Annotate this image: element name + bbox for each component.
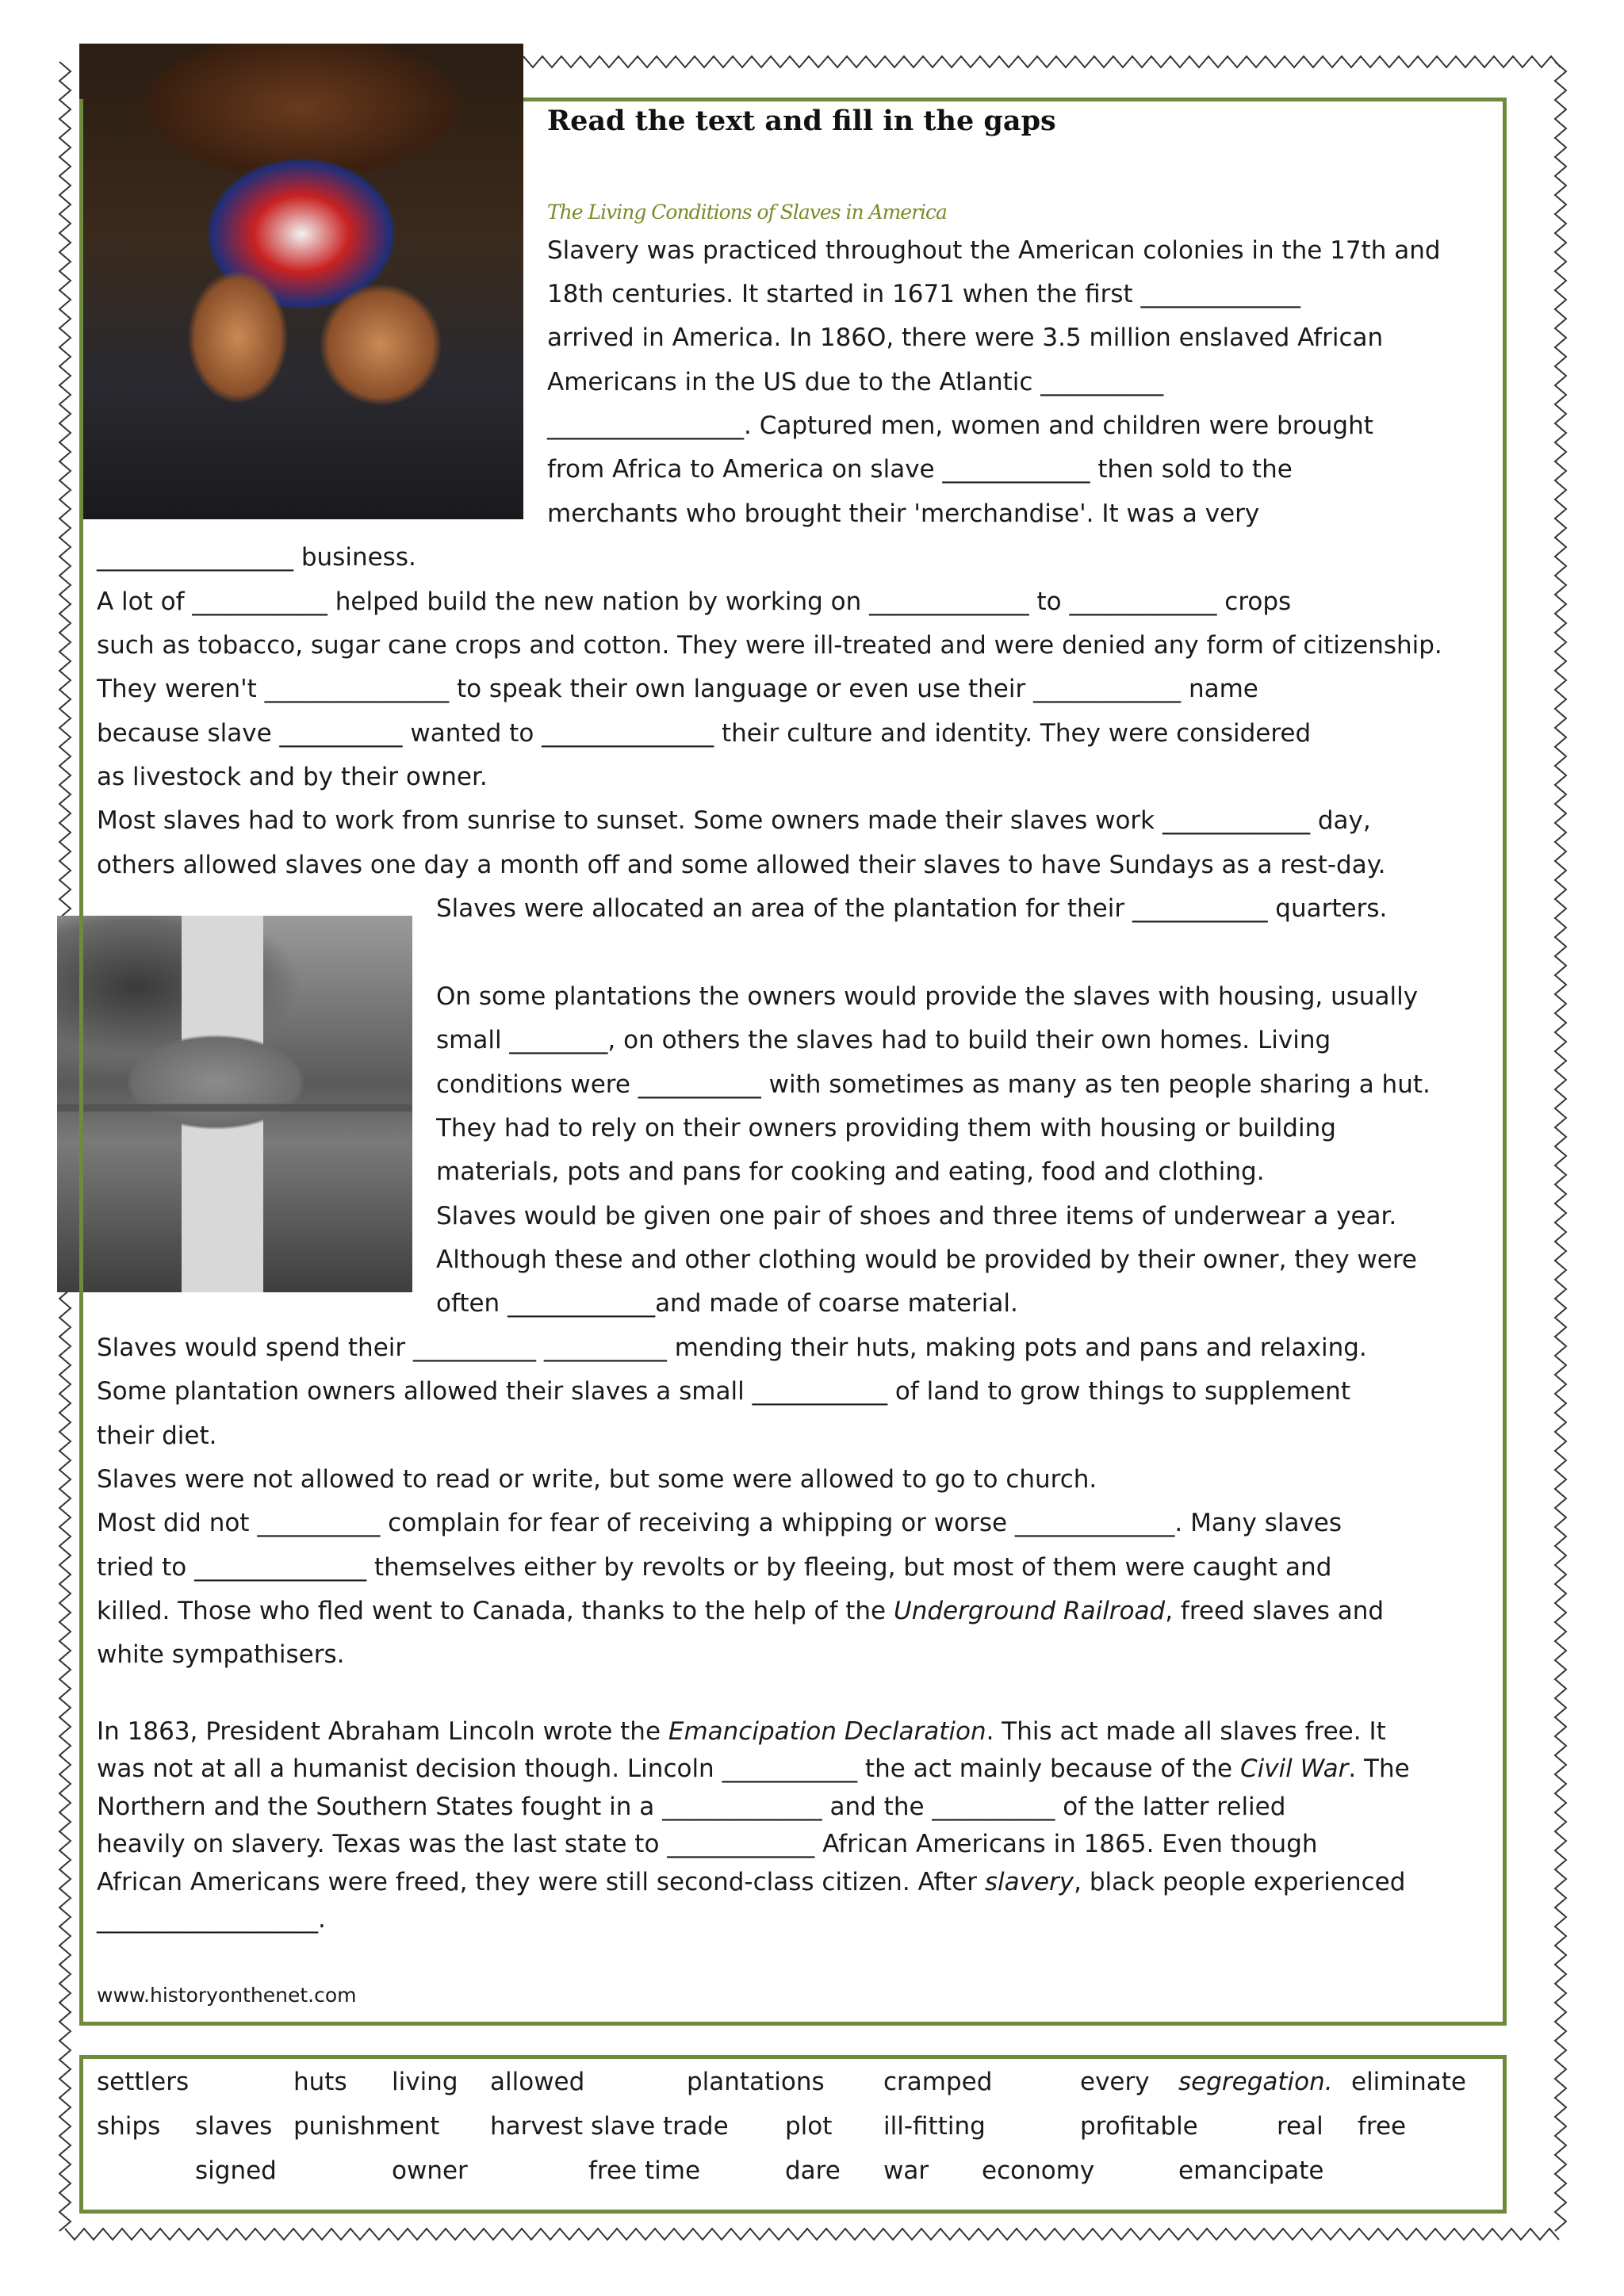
word-bank-item: signed [195, 2156, 277, 2185]
text-line: Northern and the Southern States fought in a _____________ and the __________ of the latter relied [97, 1793, 1286, 1821]
text-line: African Americans were freed, they were still second-class citizen. After slavery, black people experienced [97, 1868, 1406, 1896]
word-bank-item: eliminate [1351, 2068, 1466, 2096]
text-line: their diet. [97, 1422, 217, 1450]
word-bank-item: ships [97, 2112, 161, 2141]
word-bank-item: harvest slave trade [490, 2112, 729, 2141]
word-bank-item: economy [982, 2156, 1095, 2185]
word-bank-item: profitable [1080, 2112, 1198, 2141]
text-line: A lot of ___________ helped build the new nation by working on _____________ to ____________ crops [97, 587, 1292, 616]
word-bank-item: owner [392, 2156, 468, 2185]
text-line: Although these and other clothing would be provided by their owner, they were [436, 1246, 1417, 1274]
word-bank-item: living [392, 2068, 458, 2096]
source-url: www.historyonthenet.com [97, 1984, 357, 2007]
text-line: often ____________and made of coarse material. [436, 1289, 1018, 1318]
word-bank-item: dare [785, 2156, 841, 2185]
text-line: Most did not __________ complain for fear of receiving a whipping or worse _____________. Many slaves [97, 1509, 1342, 1537]
text-line: was not at all a humanist decision though. Lincoln ___________ the act mainly because of the Civil War. The [97, 1755, 1410, 1783]
word-bank-item: cramped [883, 2068, 993, 2096]
text-line: arrived in America. In 186O, there were 3.5 million enslaved African [547, 323, 1384, 352]
text-line: materials, pots and pans for cooking and eating, food and clothing. [436, 1158, 1265, 1186]
word-bank-item: war [883, 2156, 929, 2185]
text-line: On some plantations the owners would provide the slaves with housing, usually [436, 982, 1419, 1011]
word-bank-item: every [1080, 2068, 1150, 2096]
text-line: They weren't _______________ to speak their own language or even use their ____________ name [97, 675, 1258, 703]
word-bank-item: plot [785, 2112, 833, 2141]
text-line: from Africa to America on slave ____________ then sold to the [547, 455, 1293, 484]
text-line: In 1863, President Abraham Lincoln wrote the Emancipation Declaration. This act made all slaves free. It [97, 1717, 1386, 1746]
word-bank-item: segregation. [1178, 2068, 1333, 2096]
word-bank-item: punishment [293, 2112, 440, 2141]
word-bank-item: slaves [195, 2112, 273, 2141]
text-line: such as tobacco, sugar cane crops and cotton. They were ill-treated and were denied any form of citizenship. [97, 631, 1442, 660]
word-bank-item: allowed [490, 2068, 585, 2096]
text-line: Slaves were not allowed to read or write, but some were allowed to go to church. [97, 1465, 1097, 1494]
text-line: Slavery was practiced throughout the American colonies in the 17th and [547, 236, 1441, 265]
text-line: conditions were __________ with sometimes as many as ten people sharing a hut. [436, 1070, 1431, 1099]
text-line: Slaves were allocated an area of the plantation for their ___________ quarters. [436, 894, 1388, 923]
text-line: merchants who brought their 'merchandise'. It was a very [547, 499, 1260, 528]
text-line: Some plantation owners allowed their slaves a small ___________ of land to grow things to supplement [97, 1377, 1350, 1406]
text-line: as livestock and by their owner. [97, 763, 488, 791]
worksheet-subheading: The Living Conditions of Slaves in America [547, 201, 947, 224]
word-bank-item: free time [588, 2156, 701, 2185]
word-bank-item: huts [293, 2068, 347, 2096]
text-line: ________________ business. [97, 543, 416, 572]
text-line: __________________. [97, 1905, 326, 1934]
word-bank-item: plantations [687, 2068, 825, 2096]
text-line: heavily on slavery. Texas was the last state to ____________ African Americans in 1865. Even though [97, 1830, 1318, 1858]
worksheet-heading: Read the text and fill in the gaps [547, 105, 1056, 137]
text-line: tried to ______________ themselves either by revolts or by fleeing, but most of them were caught and [97, 1553, 1332, 1582]
word-bank-item: settlers [97, 2068, 190, 2096]
word-bank-item: emancipate [1178, 2156, 1324, 2185]
text-line: Slaves would be given one pair of shoes and three items of underwear a year. [436, 1202, 1397, 1230]
text-line: killed. Those who fled went to Canada, thanks to the help of the Underground Railroad, freed slaves and [97, 1597, 1385, 1625]
text-line: small ________, on others the slaves had to build their own homes. Living [436, 1026, 1331, 1054]
text-line: others allowed slaves one day a month off and some allowed their slaves to have Sundays as a rest-day. [97, 851, 1386, 879]
text-line: white sympathisers. [97, 1640, 345, 1669]
word-bank-item: ill-fitting [883, 2112, 986, 2141]
text-line: Slaves would spend their __________ __________ mending their huts, making pots and pans and relaxing. [97, 1334, 1367, 1362]
text-line: ________________. Captured men, women and children were brought [547, 411, 1373, 440]
word-bank-item: real [1277, 2112, 1323, 2141]
text-line: Most slaves had to work from sunrise to sunset. Some owners made their slaves work ____________ day, [97, 806, 1371, 835]
word-bank-item: free [1358, 2112, 1407, 2141]
text-line: because slave __________ wanted to ______________ their culture and identity. They were considered [97, 719, 1312, 748]
text-line: They had to rely on their owners providing them with housing or building [436, 1114, 1336, 1142]
text-line: Americans in the US due to the Atlantic __________ [547, 368, 1164, 396]
text-line: 18th centuries. It started in 1671 when the first _____________ [547, 280, 1301, 308]
